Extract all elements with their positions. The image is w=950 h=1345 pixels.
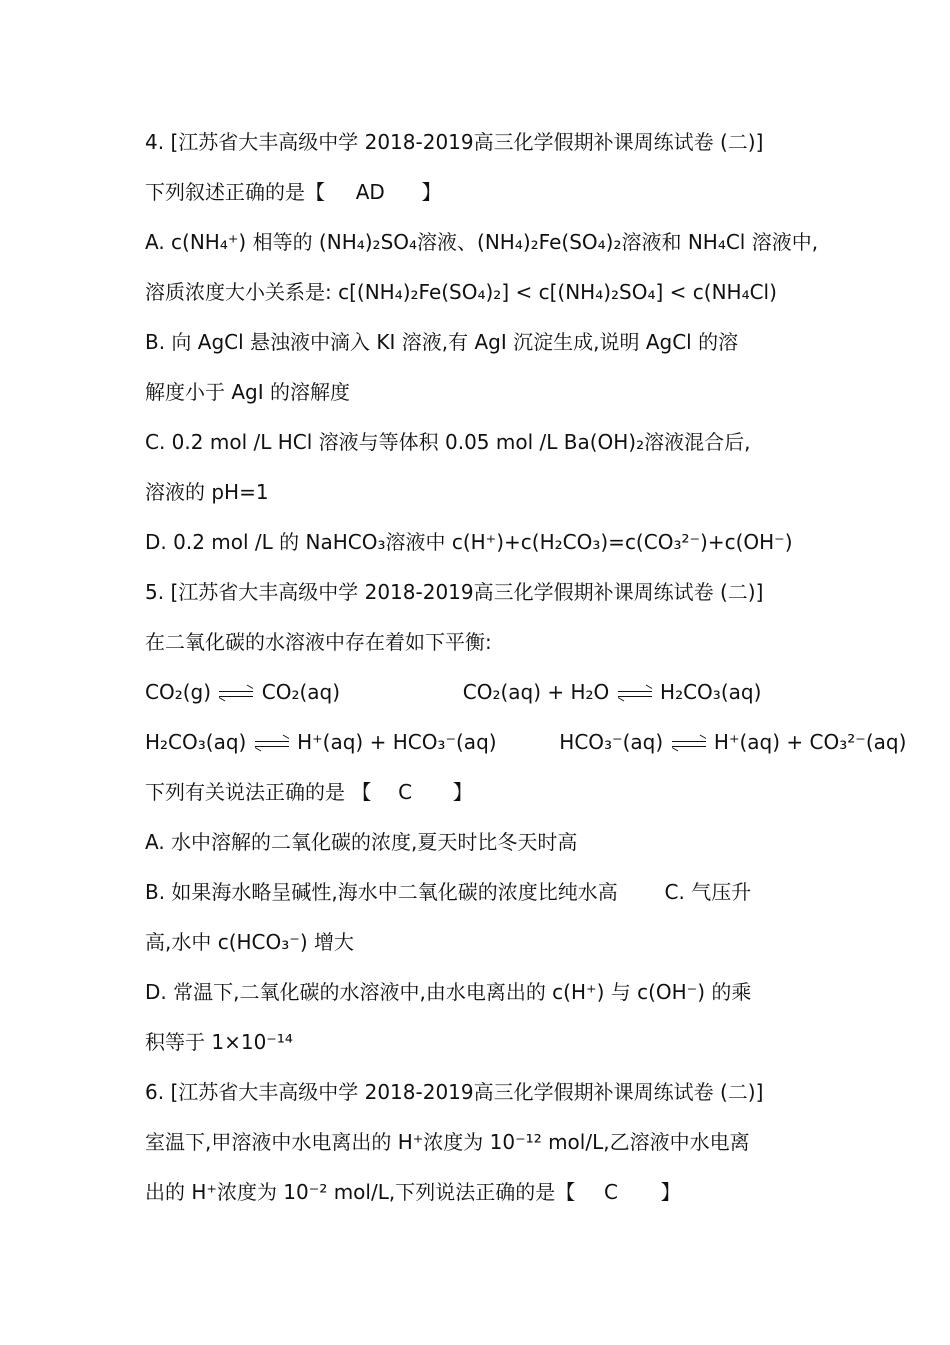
q5-header: 5. [江苏省大丰高级中学 2018-2019高三化学假期补课周练试卷 (二)] <box>145 580 764 604</box>
eq1a-right: CO₂(aq) <box>261 680 341 704</box>
q5-stem2-close: 】 <box>452 780 473 804</box>
q4-stem-text: 下列叙述正确的是【 <box>145 180 325 204</box>
q4-option-b-line2: 解度小于 AgI 的溶解度 <box>145 380 350 404</box>
q4-stem <box>145 177 810 207</box>
q5-equilibrium-row2 <box>145 727 907 757</box>
q4-header: 4. [江苏省大丰高级中学 2018-2019高三化学假期补课周练试卷 (二)] <box>145 130 764 154</box>
q4-option-d: D. 0.2 mol /L 的 NaHCO₃溶液中 c(H⁺)+c(H₂CO₃)=c(CO₃²⁻)+c(OH⁻) <box>145 530 793 554</box>
q4-option-c-line2: 溶液的 pH=1 <box>145 480 269 504</box>
q5-option-c-start: C. 气压升 <box>664 880 752 904</box>
q4-option-c-line1: C. 0.2 mol /L HCl 溶液与等体积 0.05 mol /L Ba(OH)₂溶液混合后, <box>145 430 751 454</box>
q5-option-b-c <box>145 877 810 907</box>
q4-option-b-line1: B. 向 AgCl 悬浊液中滴入 KI 溶液,有 AgI 沉淀生成,说明 AgCl 的溶 <box>145 330 739 354</box>
q6-answer: C <box>603 1180 618 1204</box>
q4-answer: AD <box>355 180 385 204</box>
q5-equilibrium-row1 <box>145 677 810 707</box>
q4-stem-close: 】 <box>421 180 442 204</box>
eq2b-right: H⁺(aq) + CO₃²⁻(aq) <box>713 730 907 754</box>
eq1a-left: CO₂(g) <box>145 680 212 704</box>
q5-option-d-line1: D. 常温下,二氧化碳的水溶液中,由水电离出的 c(H⁺) 与 c(OH⁻) 的乘 <box>145 980 752 1004</box>
eq2b-left: HCO₃⁻(aq) <box>559 730 664 754</box>
q5-stem2-text: 下列有关说法正确的是 【 <box>145 780 372 804</box>
q5-option-c-line2: 高,水中 c(HCO₃⁻) 增大 <box>145 930 354 954</box>
q5-option-d-line2: 积等于 1×10⁻¹⁴ <box>145 1030 293 1054</box>
q5-stem2 <box>145 777 810 807</box>
q6-line2-text: 出的 H⁺浓度为 10⁻² mol/L,下列说法正确的是【 <box>145 1180 576 1204</box>
q5-stem: 在二氧化碳的水溶液中存在着如下平衡: <box>145 630 492 654</box>
eq1b-right: H₂CO₃(aq) <box>660 680 762 704</box>
q4-option-a-line1: A. c(NH₄⁺) 相等的 (NH₄)₂SO₄溶液、(NH₄)₂Fe(SO₄)₂溶液和 NH₄Cl 溶液中, <box>145 230 819 254</box>
eq1b-left: CO₂(aq) + H₂O <box>462 680 610 704</box>
q5-option-a: A. 水中溶解的二氧化碳的浓度,夏天时比冬天时高 <box>145 830 578 854</box>
q5-option-b: B. 如果海水略呈碱性,海水中二氧化碳的浓度比纯水高 <box>145 880 618 904</box>
q4-option-a-line2: 溶质浓度大小关系是: c[(NH₄)₂Fe(SO₄)₂] < c[(NH₄)₂SO₄] < c(NH₄Cl) <box>145 280 777 304</box>
q6-line2-close: 】 <box>660 1180 681 1204</box>
q6-line1: 室温下,甲溶液中水电离出的 H⁺浓度为 10⁻¹² mol/L,乙溶液中水电离 <box>145 1130 750 1154</box>
q6-header: 6. [江苏省大丰高级中学 2018-2019高三化学假期补课周练试卷 (二)] <box>145 1080 764 1104</box>
equilibrium-arrow-icon <box>255 738 289 750</box>
equilibrium-arrow-icon <box>219 688 253 700</box>
equilibrium-arrow-icon <box>618 688 652 700</box>
eq2a-right: H⁺(aq) + HCO₃⁻(aq) <box>297 730 497 754</box>
q6-line2 <box>145 1177 810 1207</box>
q5-answer: C <box>398 780 413 804</box>
equilibrium-arrow-icon <box>672 738 706 750</box>
eq2a-left: H₂CO₃(aq) <box>145 730 247 754</box>
